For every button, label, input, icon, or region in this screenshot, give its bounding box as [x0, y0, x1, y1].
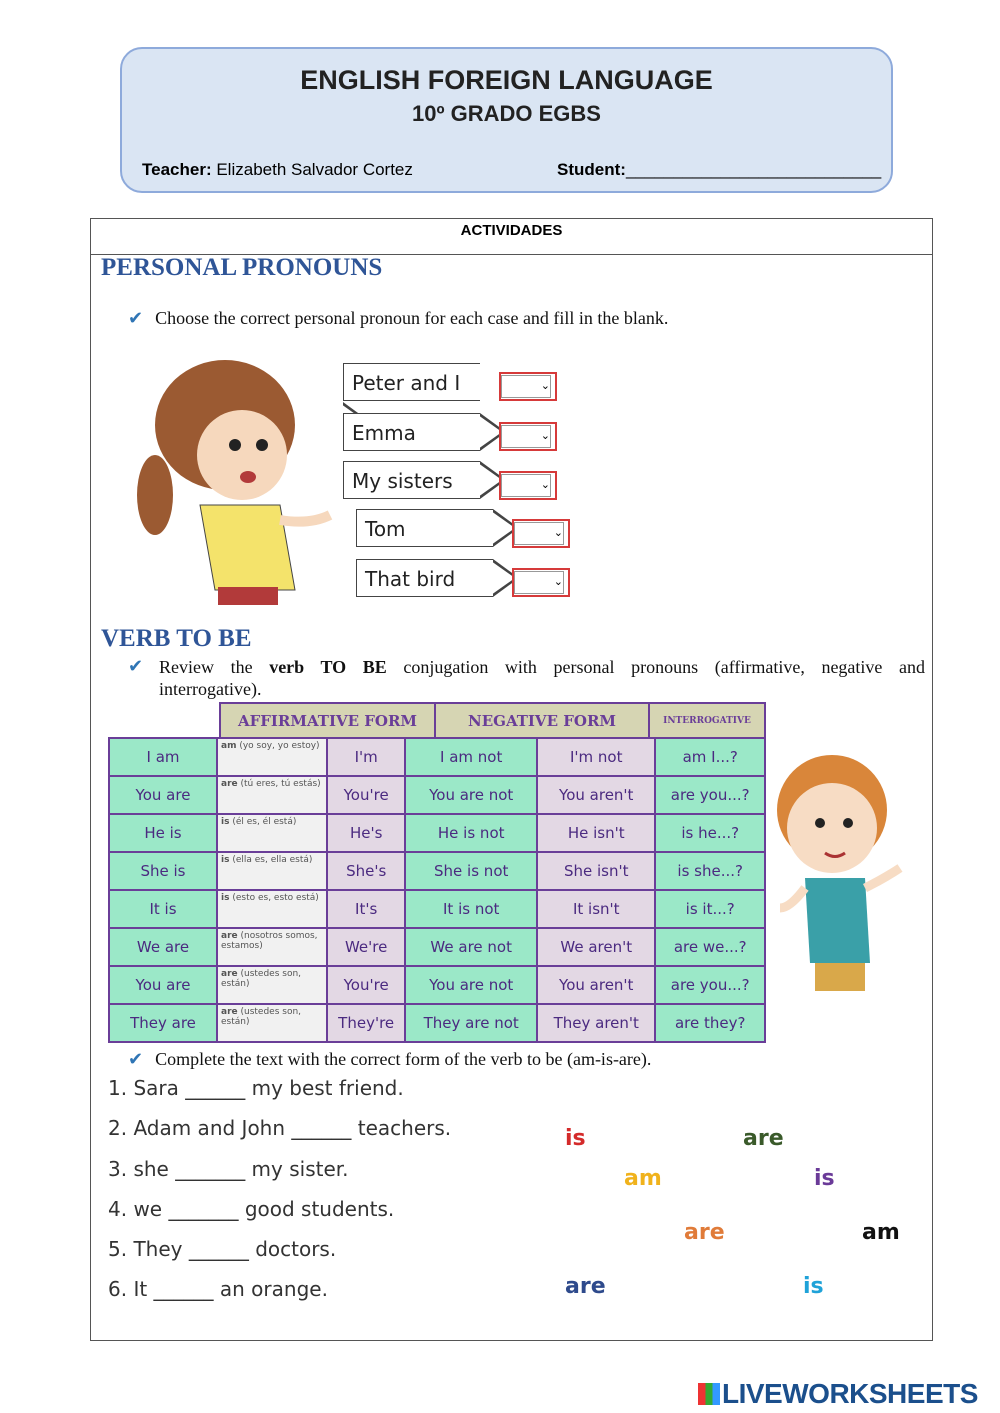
- spanish-cell: are (ustedes son, están): [218, 967, 326, 1003]
- negative-short-cell: They aren't: [538, 1005, 654, 1041]
- interrogative-cell: is he...?: [656, 815, 764, 851]
- pronoun-select-3[interactable]: [499, 471, 557, 500]
- negative-full-cell: You are not: [406, 777, 536, 813]
- negative-full-cell: You are not: [406, 967, 536, 1003]
- header-box: [120, 47, 893, 193]
- instruction-text: Choose the correct personal pronoun for each case and fill in the blank.: [155, 308, 669, 328]
- personal-pronouns-heading: PERSONAL PRONOUNS: [101, 254, 383, 281]
- pronoun-select-5[interactable]: [512, 568, 570, 597]
- interrogative-cell: is it...?: [656, 891, 764, 927]
- word-bank-item[interactable]: is: [565, 1126, 586, 1151]
- word-bank-item[interactable]: is: [803, 1274, 824, 1299]
- contraction-cell: She's: [328, 853, 404, 889]
- pronoun-item-3: [343, 461, 506, 499]
- spanish-cell: are (tú eres, tú estás): [218, 777, 326, 813]
- chevron-down-icon: ⌄: [514, 522, 564, 545]
- pronoun-label: Tom: [356, 509, 519, 547]
- sentence-1: 1. Sara ______ my best friend.: [108, 1076, 404, 1100]
- conjugation-table: [108, 737, 766, 1043]
- table-row: [110, 815, 764, 851]
- negative-short-cell: You aren't: [538, 777, 654, 813]
- contraction-cell: You're: [328, 777, 404, 813]
- pronoun-label: Emma: [343, 413, 506, 451]
- negative-short-cell: You aren't: [538, 967, 654, 1003]
- contraction-cell: They're: [328, 1005, 404, 1041]
- check-icon: ✔: [128, 308, 144, 328]
- sentence-4: 4. we _______ good students.: [108, 1197, 395, 1221]
- affirmative-header: AFFIRMATIVE FORM: [221, 704, 434, 738]
- student-name-blank[interactable]: ___________________________: [625, 160, 882, 179]
- negative-short-cell: It isn't: [538, 891, 654, 927]
- instruction-text: Complete the text with the correct form of the verb to be (am-is-are).: [155, 1049, 652, 1069]
- table-row: [110, 967, 764, 1003]
- logo-text: LIVEWORKSHEETS: [722, 1378, 978, 1409]
- word-bank-item[interactable]: are: [565, 1274, 606, 1299]
- table-row: [110, 929, 764, 965]
- student-line[interactable]: [557, 160, 881, 180]
- table-row: [110, 739, 764, 775]
- negative-short-cell: We aren't: [538, 929, 654, 965]
- contraction-cell: He's: [328, 815, 404, 851]
- sentence-6: 6. It ______ an orange.: [108, 1277, 328, 1301]
- chevron-down-icon: ⌄: [501, 474, 551, 497]
- spanish-cell: are (nosotros somos, estamos): [218, 929, 326, 965]
- teacher-label: Teacher:: [142, 160, 212, 179]
- verb-instruction: ✔ Review the verb TO BE conjugation with personal pronouns (affirmative, negative and interrogative).: [128, 656, 925, 699]
- interrogative-cell: is she...?: [656, 853, 764, 889]
- pronoun-cell: I am: [110, 739, 216, 775]
- spanish-cell: are (ustedes son, están): [218, 1005, 326, 1041]
- pronoun-label: Peter and I: [343, 363, 499, 401]
- sentence-2: 2. Adam and John ______ teachers.: [108, 1116, 452, 1140]
- contraction-cell: You're: [328, 967, 404, 1003]
- interrogative-cell: are you...?: [656, 777, 764, 813]
- table-row: [110, 853, 764, 889]
- word-bank-item[interactable]: is: [814, 1166, 835, 1191]
- contraction-cell: We're: [328, 929, 404, 965]
- chevron-down-icon: ⌄: [514, 571, 564, 594]
- pronoun-item-2: [343, 413, 506, 451]
- girl-illustration: [130, 355, 335, 607]
- chevron-down-icon: ⌄: [501, 425, 551, 448]
- table-row: [110, 777, 764, 813]
- table-row: [110, 891, 764, 927]
- contraction-cell: It's: [328, 891, 404, 927]
- spanish-cell: am (yo soy, yo estoy): [218, 739, 326, 775]
- interrogative-cell: are they?: [656, 1005, 764, 1041]
- table-row: [110, 1005, 764, 1041]
- teacher-name: Elizabeth Salvador Cortez: [216, 160, 413, 179]
- activities-header: ACTIVIDADES: [91, 219, 932, 255]
- spanish-cell: is (esto es, esto está): [218, 891, 326, 927]
- interrogative-cell: am I...?: [656, 739, 764, 775]
- sentence-5: 5. They ______ doctors.: [108, 1237, 337, 1261]
- verb-to-be-heading: VERB TO BE: [101, 625, 252, 652]
- word-bank-item[interactable]: am: [862, 1220, 900, 1245]
- word-bank-item[interactable]: are: [684, 1220, 725, 1245]
- worksheet-title: ENGLISH FOREIGN LANGUAGE: [300, 65, 713, 95]
- pronouns-instruction: [128, 308, 668, 329]
- pronoun-select-4[interactable]: [512, 519, 570, 548]
- complete-instruction: [128, 1049, 651, 1070]
- pronoun-label: My sisters: [343, 461, 506, 499]
- pronoun-item-5: [356, 559, 519, 597]
- negative-short-cell: I'm not: [538, 739, 654, 775]
- pronoun-cell: We are: [110, 929, 216, 965]
- pronoun-select-2[interactable]: [499, 422, 557, 451]
- check-icon: ✔: [128, 1049, 144, 1069]
- pronoun-cell: He is: [110, 815, 216, 851]
- interrogative-header: INTERROGATIVE: [650, 704, 764, 738]
- logo-icon: [698, 1383, 720, 1405]
- pronoun-cell: You are: [110, 777, 216, 813]
- check-icon: ✔: [128, 656, 144, 676]
- interrogative-cell: are you...?: [656, 967, 764, 1003]
- negative-full-cell: It is not: [406, 891, 536, 927]
- pronoun-cell: It is: [110, 891, 216, 927]
- pronoun-select-1[interactable]: [499, 372, 557, 401]
- interrogative-cell: are we...?: [656, 929, 764, 965]
- pronoun-cell: You are: [110, 967, 216, 1003]
- pronoun-cell: They are: [110, 1005, 216, 1041]
- teacher-line: [142, 160, 413, 180]
- pronoun-cell: She is: [110, 853, 216, 889]
- liveworksheets-logo[interactable]: [698, 1378, 978, 1410]
- word-bank-item[interactable]: are: [743, 1126, 784, 1151]
- negative-full-cell: They are not: [406, 1005, 536, 1041]
- boy-illustration: [770, 748, 910, 996]
- spanish-cell: is (él es, él está): [218, 815, 326, 851]
- conjugation-table-header: [219, 702, 766, 740]
- pronoun-item-4: [356, 509, 519, 547]
- negative-full-cell: He is not: [406, 815, 536, 851]
- student-label: Student:: [557, 160, 626, 179]
- pronoun-label: That bird: [356, 559, 519, 597]
- chevron-down-icon: ⌄: [501, 375, 551, 398]
- contraction-cell: I'm: [328, 739, 404, 775]
- word-bank-item[interactable]: am: [624, 1166, 662, 1191]
- negative-short-cell: She isn't: [538, 853, 654, 889]
- sentence-3: 3. she _______ my sister.: [108, 1157, 349, 1181]
- negative-full-cell: She is not: [406, 853, 536, 889]
- negative-full-cell: We are not: [406, 929, 536, 965]
- spanish-cell: is (ella es, ella está): [218, 853, 326, 889]
- negative-header: NEGATIVE FORM: [436, 704, 648, 738]
- negative-short-cell: He isn't: [538, 815, 654, 851]
- negative-full-cell: I am not: [406, 739, 536, 775]
- grade-label: 10º GRADO EGBS: [412, 101, 601, 126]
